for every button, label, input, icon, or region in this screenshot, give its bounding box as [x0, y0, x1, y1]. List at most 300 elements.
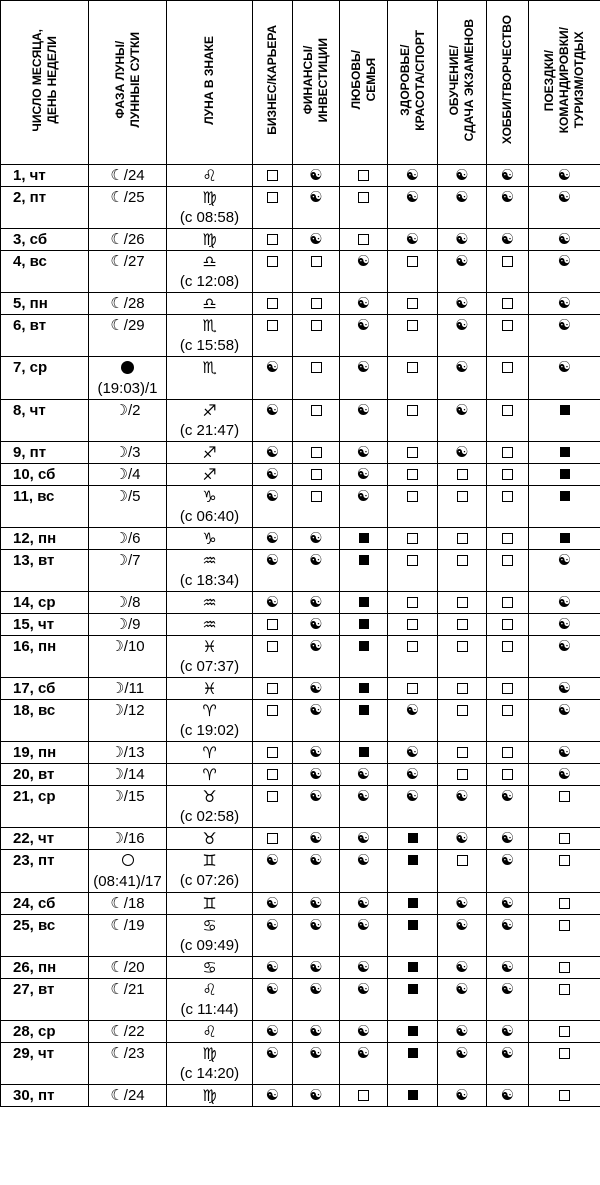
hobby-cell [487, 636, 529, 678]
yin-yang-icon: ☯ [265, 894, 280, 912]
travel-cell [529, 442, 600, 464]
sign-cell [167, 1043, 253, 1085]
health-cell [388, 165, 438, 187]
hobby-cell [487, 742, 529, 764]
empty-square-icon [502, 616, 513, 633]
filled-square-icon [408, 895, 418, 912]
sign-time: (с 19:02) [179, 722, 240, 739]
education-cell [438, 786, 487, 828]
table-row [1, 979, 600, 1021]
love-cell [340, 293, 388, 315]
yin-yang-icon: ☯ [356, 787, 371, 805]
phase-cell [89, 165, 167, 187]
empty-square-icon [267, 616, 278, 633]
yin-yang-icon: ☯ [455, 980, 469, 998]
love-cell [340, 400, 388, 442]
love-cell [340, 957, 388, 979]
travel-cell [529, 742, 600, 764]
education-cell [438, 400, 487, 442]
sign-time: (с 08:58) [179, 209, 240, 226]
finance-cell [293, 251, 340, 293]
education-cell [438, 636, 487, 678]
love-cell [340, 315, 388, 357]
phase-cell [89, 528, 167, 550]
yin-yang-icon: ☯ [265, 551, 280, 569]
virgo-icon: ♍ [202, 188, 217, 207]
yin-yang-icon: ☯ [455, 166, 469, 184]
empty-square-icon [407, 295, 418, 312]
header-row [1, 1, 600, 165]
yin-yang-icon: ☯ [309, 551, 323, 569]
hobby-cell [487, 251, 529, 293]
yin-yang-icon: ☯ [405, 765, 420, 783]
table-row [1, 550, 600, 592]
day-cell: 8, чт [1, 400, 89, 442]
health-cell [388, 357, 438, 400]
business-cell [253, 293, 293, 315]
yin-yang-icon: ☯ [265, 1044, 280, 1062]
waxing-moon-icon: ☽/3 [114, 444, 141, 461]
waxing-moon-icon: ☽/4 [114, 466, 141, 483]
business-cell [253, 229, 293, 251]
health-cell [388, 614, 438, 636]
filled-square-icon [359, 744, 369, 761]
health-cell [388, 528, 438, 550]
business-cell [253, 165, 293, 187]
empty-square-icon [559, 1045, 570, 1062]
yin-yang-icon: ☯ [500, 894, 515, 912]
filled-square-icon [359, 552, 369, 569]
sign-cell [167, 979, 253, 1021]
education-cell [438, 464, 487, 486]
health-cell [388, 550, 438, 592]
table-row [1, 850, 600, 893]
waxing-moon-icon: ☽/14 [110, 766, 145, 783]
yin-yang-icon: ☯ [265, 916, 280, 934]
waning-moon-icon: ☾/25 [110, 189, 145, 206]
business-cell [253, 614, 293, 636]
table-row [1, 229, 600, 251]
table-row [1, 742, 600, 764]
filled-square-icon [560, 402, 570, 419]
day-cell: 18, вс [1, 700, 89, 742]
travel-cell [529, 293, 600, 315]
phase-cell [89, 678, 167, 700]
health-cell [388, 764, 438, 786]
header-finance: ФИНАНСЫ/ ИНВЕСТИЦИИ [293, 1, 340, 165]
table-row [1, 957, 600, 979]
travel-cell [529, 828, 600, 850]
phase-cell [89, 636, 167, 678]
full-moon-icon [89, 850, 166, 872]
table-row [1, 486, 600, 528]
education-cell [438, 915, 487, 957]
finance-cell [293, 828, 340, 850]
sign-cell [167, 828, 253, 850]
empty-square-icon [407, 552, 418, 569]
sign-cell [167, 357, 253, 400]
empty-square-icon [457, 530, 468, 547]
phase-cell [89, 251, 167, 293]
education-cell [438, 550, 487, 592]
table-row [1, 636, 600, 678]
filled-square-icon [560, 530, 570, 547]
finance-cell [293, 442, 340, 464]
yin-yang-icon: ☯ [265, 358, 280, 376]
sign-time: (с 18:34) [179, 572, 240, 589]
travel-cell [529, 528, 600, 550]
yin-yang-icon: ☯ [265, 487, 280, 505]
health-cell [388, 742, 438, 764]
filled-square-icon [408, 917, 418, 934]
travel-cell [529, 700, 600, 742]
travel-cell [529, 764, 600, 786]
travel-cell [529, 614, 600, 636]
business-cell [253, 1085, 293, 1107]
love-cell [340, 979, 388, 1021]
health-cell [388, 678, 438, 700]
header-day: ЧИСЛО МЕСЯЦА, ДЕНЬ НЕДЕЛИ [1, 1, 89, 165]
phase-cell [89, 742, 167, 764]
love-cell [340, 700, 388, 742]
empty-square-icon [407, 616, 418, 633]
day-cell: 20, вт [1, 764, 89, 786]
sign-cell [167, 636, 253, 678]
finance-cell [293, 486, 340, 528]
filled-square-icon [560, 444, 570, 461]
yin-yang-icon: ☯ [309, 166, 323, 184]
yin-yang-icon: ☯ [455, 401, 469, 419]
empty-square-icon [457, 852, 468, 869]
sign-cell [167, 614, 253, 636]
empty-square-icon [311, 466, 322, 483]
yin-yang-icon: ☯ [500, 916, 515, 934]
yin-yang-icon: ☯ [265, 593, 280, 611]
hobby-cell [487, 592, 529, 614]
education-cell [438, 828, 487, 850]
yin-yang-icon: ☯ [500, 980, 515, 998]
table-body [1, 165, 600, 1107]
table-row [1, 893, 600, 915]
waning-moon-icon: ☾/24 [110, 1087, 145, 1104]
table-row [1, 293, 600, 315]
education-cell [438, 486, 487, 528]
health-cell [388, 251, 438, 293]
travel-cell [529, 786, 600, 828]
waxing-moon-icon: ☽/11 [110, 680, 145, 697]
travel-cell [529, 592, 600, 614]
empty-square-icon [457, 488, 468, 505]
yin-yang-icon: ☯ [500, 1022, 515, 1040]
hobby-cell [487, 187, 529, 229]
sign-time: (с 15:58) [179, 337, 240, 354]
table-row [1, 1043, 600, 1085]
hobby-cell [487, 979, 529, 1021]
yin-yang-icon: ☯ [557, 637, 572, 655]
yin-yang-icon: ☯ [405, 166, 420, 184]
sign-time: (с 06:40) [179, 508, 240, 525]
yin-yang-icon: ☯ [500, 958, 515, 976]
sign-cell [167, 315, 253, 357]
love-cell [340, 592, 388, 614]
waning-moon-icon: ☾/23 [110, 1045, 145, 1062]
love-cell [340, 357, 388, 400]
pisces-icon: ♓ [202, 679, 217, 698]
hobby-cell [487, 828, 529, 850]
travel-cell [529, 357, 600, 400]
sign-cell [167, 678, 253, 700]
gemini-icon: ♊ [202, 894, 217, 913]
yin-yang-icon: ☯ [557, 743, 572, 761]
yin-yang-icon: ☯ [309, 230, 323, 248]
aries-icon: ♈ [202, 765, 217, 784]
finance-cell [293, 315, 340, 357]
leo-icon: ♌ [202, 980, 217, 999]
empty-square-icon [559, 895, 570, 912]
empty-square-icon [502, 317, 513, 334]
business-cell [253, 915, 293, 957]
empty-square-icon [267, 788, 278, 805]
virgo-icon: ♍ [202, 1044, 217, 1063]
sign-cell [167, 850, 253, 893]
empty-square-icon [358, 167, 369, 184]
day-cell: 4, вс [1, 251, 89, 293]
day-cell: 6, вт [1, 315, 89, 357]
virgo-icon: ♍ [202, 1086, 217, 1105]
pisces-icon: ♓ [202, 637, 217, 656]
filled-square-icon [408, 1087, 418, 1104]
phase-cell [89, 893, 167, 915]
finance-cell [293, 165, 340, 187]
yin-yang-icon: ☯ [405, 743, 420, 761]
empty-square-icon [502, 766, 513, 783]
health-cell [388, 229, 438, 251]
day-cell: 21, ср [1, 786, 89, 828]
day-cell: 28, ср [1, 1021, 89, 1043]
table-row [1, 700, 600, 742]
empty-square-icon [311, 359, 322, 376]
phase-cell [89, 1085, 167, 1107]
yin-yang-icon: ☯ [557, 230, 572, 248]
waning-moon-icon: ☾/18 [110, 895, 145, 912]
sign-cell [167, 764, 253, 786]
business-cell [253, 464, 293, 486]
finance-cell [293, 614, 340, 636]
phase-cell [89, 293, 167, 315]
yin-yang-icon: ☯ [309, 958, 323, 976]
empty-square-icon [267, 317, 278, 334]
empty-square-icon [407, 466, 418, 483]
empty-square-icon [502, 359, 513, 376]
hobby-cell [487, 1085, 529, 1107]
day-cell: 17, сб [1, 678, 89, 700]
empty-square-icon [358, 1087, 369, 1104]
health-cell [388, 400, 438, 442]
yin-yang-icon: ☯ [356, 1044, 371, 1062]
yin-yang-icon: ☯ [309, 851, 323, 869]
empty-square-icon [311, 253, 322, 270]
empty-square-icon [502, 488, 513, 505]
empty-square-icon [407, 638, 418, 655]
sign-time: (с 07:37) [179, 658, 240, 675]
day-cell: 12, пн [1, 528, 89, 550]
yin-yang-icon: ☯ [455, 443, 469, 461]
cancer-icon: ♋ [202, 916, 217, 935]
education-cell [438, 1021, 487, 1043]
love-cell [340, 786, 388, 828]
love-cell [340, 764, 388, 786]
finance-cell [293, 229, 340, 251]
yin-yang-icon: ☯ [557, 765, 572, 783]
empty-square-icon [267, 189, 278, 206]
business-cell [253, 315, 293, 357]
sign-cell [167, 187, 253, 229]
libra-icon: ♎ [202, 252, 217, 271]
empty-square-icon [267, 702, 278, 719]
yin-yang-icon: ☯ [557, 551, 572, 569]
waning-moon-icon: ☾/26 [110, 231, 145, 248]
health-cell [388, 957, 438, 979]
empty-square-icon [311, 402, 322, 419]
travel-cell [529, 957, 600, 979]
business-cell [253, 828, 293, 850]
aries-icon: ♈ [202, 701, 217, 720]
table-row [1, 915, 600, 957]
sign-cell [167, 915, 253, 957]
hobby-cell [487, 957, 529, 979]
education-cell [438, 742, 487, 764]
yin-yang-icon: ☯ [356, 958, 371, 976]
table-row [1, 442, 600, 464]
empty-square-icon [502, 680, 513, 697]
table-row [1, 187, 600, 229]
love-cell [340, 550, 388, 592]
header-phase: ФАЗА ЛУНЫ/ ЛУННЫЕ СУТКИ [89, 1, 167, 165]
health-cell [388, 315, 438, 357]
yin-yang-icon: ☯ [309, 1022, 323, 1040]
phase-cell [89, 1021, 167, 1043]
table-row [1, 678, 600, 700]
empty-square-icon [457, 638, 468, 655]
filled-square-icon [408, 959, 418, 976]
filled-square-icon [560, 466, 570, 483]
phase-cell [89, 464, 167, 486]
empty-square-icon [502, 552, 513, 569]
waxing-moon-icon: ☽/15 [110, 788, 145, 805]
empty-square-icon [311, 488, 322, 505]
virgo-icon: ♍ [202, 230, 217, 249]
business-cell [253, 357, 293, 400]
day-cell: 2, пт [1, 187, 89, 229]
empty-square-icon [502, 594, 513, 611]
header-love: ЛЮБОВЬ/ СЕМЬЯ [340, 1, 388, 165]
leo-icon: ♌ [202, 166, 217, 185]
business-cell [253, 764, 293, 786]
empty-square-icon [267, 231, 278, 248]
empty-square-icon [407, 444, 418, 461]
yin-yang-icon: ☯ [455, 358, 469, 376]
empty-square-icon [559, 852, 570, 869]
filled-square-icon [359, 616, 369, 633]
health-cell [388, 893, 438, 915]
hobby-cell [487, 315, 529, 357]
empty-square-icon [311, 295, 322, 312]
day-cell: 26, пн [1, 957, 89, 979]
health-cell [388, 700, 438, 742]
business-cell [253, 550, 293, 592]
waxing-moon-icon: ☽/8 [114, 594, 141, 611]
day-cell: 16, пн [1, 636, 89, 678]
sagittarius-icon: ♐ [202, 443, 217, 462]
education-cell [438, 893, 487, 915]
scorpio-icon: ♏ [202, 358, 217, 377]
yin-yang-icon: ☯ [557, 294, 572, 312]
yin-yang-icon: ☯ [557, 166, 572, 184]
yin-yang-icon: ☯ [265, 851, 280, 869]
empty-square-icon [559, 959, 570, 976]
filled-square-icon [408, 1045, 418, 1062]
yin-yang-icon: ☯ [356, 252, 371, 270]
yin-yang-icon: ☯ [356, 443, 371, 461]
aquarius-icon: ♒ [202, 615, 217, 634]
empty-square-icon [457, 594, 468, 611]
yin-yang-icon: ☯ [405, 230, 420, 248]
yin-yang-icon: ☯ [500, 829, 515, 847]
travel-cell [529, 229, 600, 251]
table-row [1, 1021, 600, 1043]
phase-cell [89, 786, 167, 828]
day-cell: 25, вс [1, 915, 89, 957]
yin-yang-icon: ☯ [309, 743, 323, 761]
sign-cell [167, 742, 253, 764]
waning-moon-icon: ☾/21 [110, 981, 145, 998]
sign-cell [167, 486, 253, 528]
sign-time: (с 09:49) [179, 937, 240, 954]
yin-yang-icon: ☯ [265, 958, 280, 976]
hobby-cell [487, 550, 529, 592]
table-row [1, 165, 600, 187]
filled-square-icon [359, 702, 369, 719]
business-cell [253, 1021, 293, 1043]
hobby-cell [487, 400, 529, 442]
empty-square-icon [267, 830, 278, 847]
gemini-icon: ♊ [202, 851, 217, 870]
waxing-moon-icon: ☽/12 [110, 702, 145, 719]
phase-cell [89, 700, 167, 742]
empty-square-icon [559, 1023, 570, 1040]
empty-square-icon [267, 638, 278, 655]
yin-yang-icon: ☯ [557, 358, 572, 376]
table-row [1, 1085, 600, 1107]
sign-time: (с 21:47) [179, 422, 240, 439]
health-cell [388, 293, 438, 315]
education-cell [438, 764, 487, 786]
love-cell [340, 742, 388, 764]
waxing-moon-icon: ☽/9 [114, 616, 141, 633]
finance-cell [293, 1043, 340, 1085]
yin-yang-icon: ☯ [309, 679, 323, 697]
yin-yang-icon: ☯ [500, 1086, 515, 1104]
filled-square-icon [359, 594, 369, 611]
filled-square-icon [359, 638, 369, 655]
yin-yang-icon: ☯ [309, 765, 323, 783]
empty-square-icon [358, 231, 369, 248]
day-cell: 10, сб [1, 464, 89, 486]
travel-cell [529, 979, 600, 1021]
aries-icon: ♈ [202, 743, 217, 762]
empty-square-icon [502, 530, 513, 547]
travel-cell [529, 1085, 600, 1107]
